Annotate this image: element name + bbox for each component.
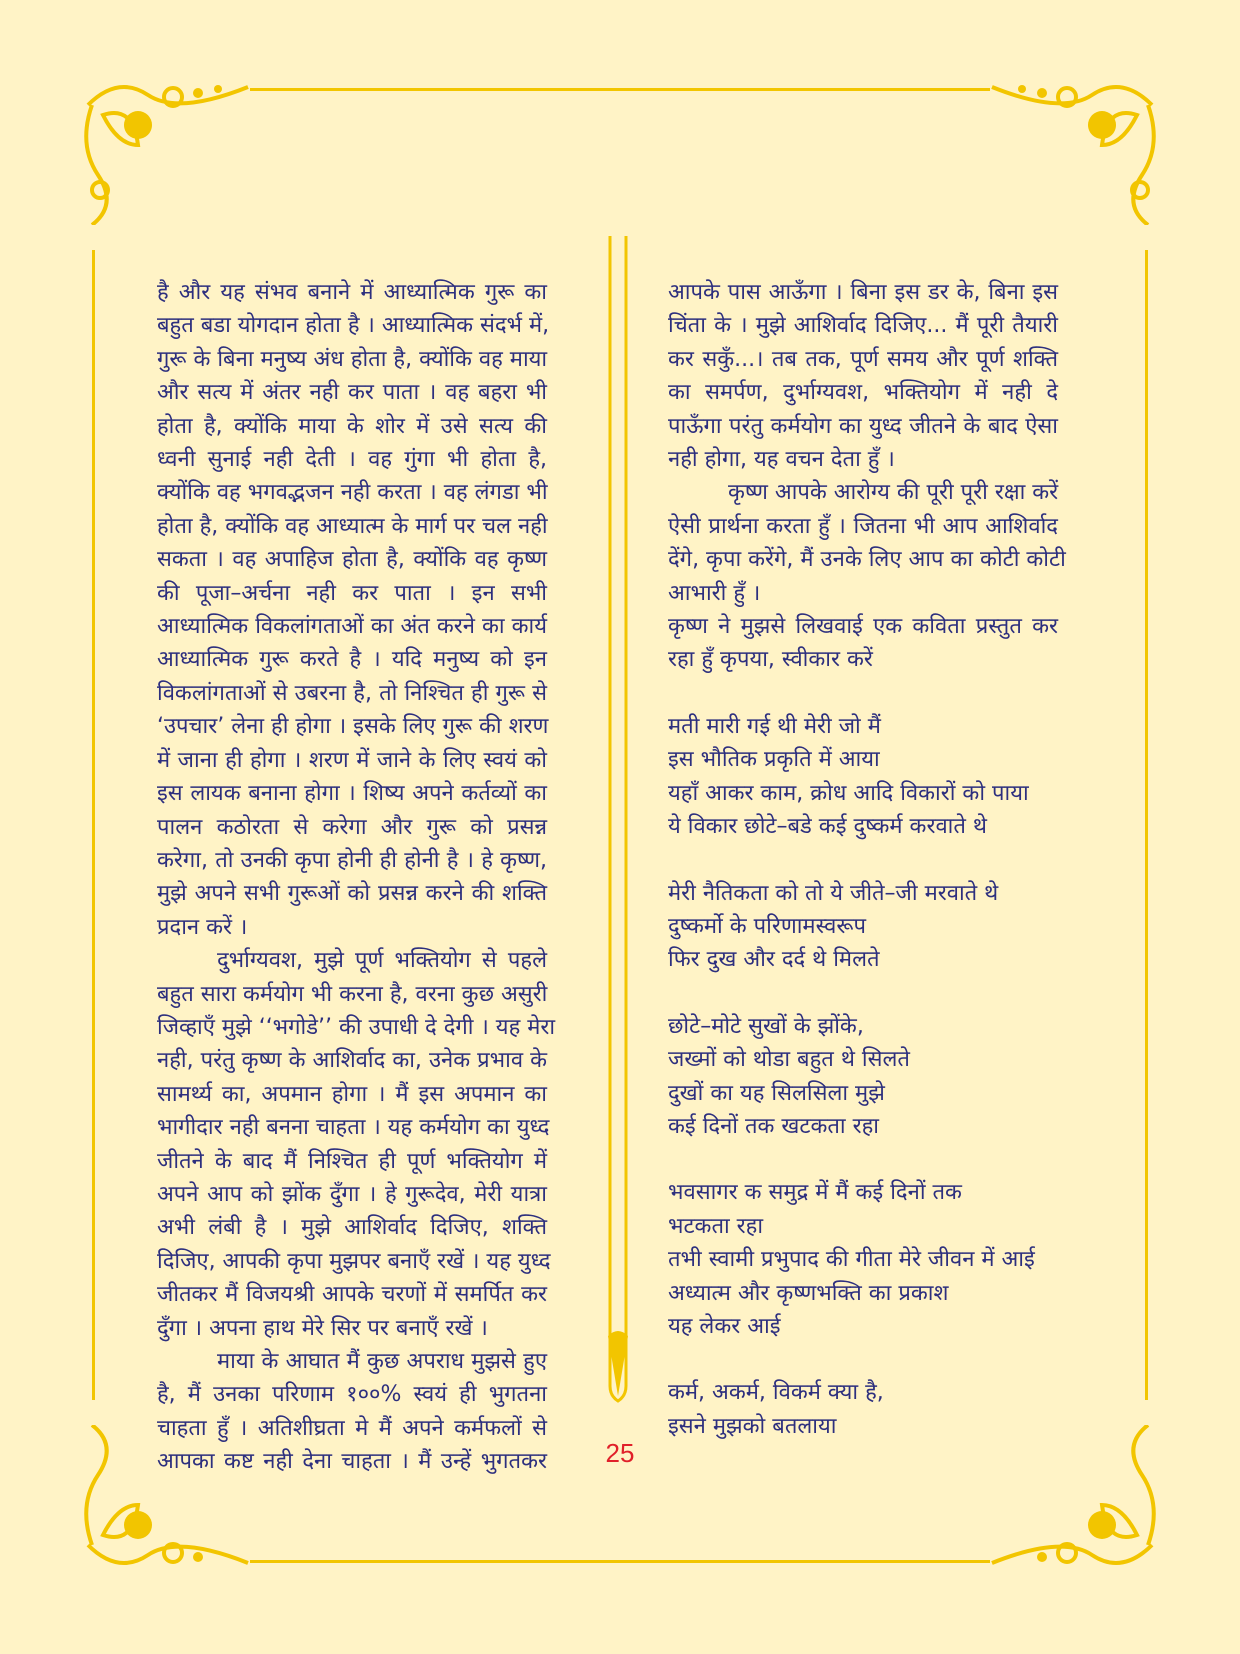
text-line: ऐसी प्रार्थना करता हुँ । जितना भी आप आशिर्वाद <box>668 513 1058 539</box>
text-line: होता है, क्योंकि माया के शोर में उसे सत्य की <box>157 413 547 439</box>
text-line: है, मैं उनका परिणाम १००% स्वयं ही भुगतना <box>157 1382 547 1408</box>
text-line: भागीदार नही बनना चाहता । यह कर्मयोग का युध्द <box>157 1115 550 1141</box>
text-line: दिजिए, आपकी कृपा मुझपर बनाएँ रखें । यह युध्द <box>157 1248 551 1274</box>
text-line: इस लायक बनाना होगा । शिष्य अपने कर्तव्यों का <box>157 781 547 807</box>
text-line: मुझे अपने सभी गुरूओं को प्रसन्न करने की शक्ति <box>157 881 547 907</box>
border-bottom <box>250 1560 990 1563</box>
border-top <box>250 88 990 91</box>
text-line: चाहता हुँ । अतिशीघ्रता मे मैं अपने कर्मफलों से <box>157 1415 547 1441</box>
text-line: तभी स्वामी प्रभुपाद की गीता मेरे जीवन में आई <box>668 1247 1035 1273</box>
text-line: आभारी हुँ । <box>668 580 761 606</box>
text-line: नही होगा, यह वचन देता हुँ । <box>668 447 895 473</box>
text-line: ये विकार छोटे–बडे कई दुष्कर्म करवाते थे <box>668 814 987 840</box>
poem-stanza <box>668 877 1058 977</box>
text-line: कृष्ण ने मुझसे लिखवाई एक कविता प्रस्तुत कर <box>668 614 1058 640</box>
text-line: यहाँ आकर काम, क्रोध आदि विकारों को पाया <box>668 780 1029 806</box>
text-line: है और यह संभव बनाने में आध्यात्मिक गुरू का <box>157 280 547 305</box>
poem-stanza <box>668 710 1058 844</box>
text-line: कई दिनों तक खटकता रहा <box>668 1113 879 1139</box>
text-line: इसने मुझको बतलाया <box>668 1413 837 1439</box>
paragraph <box>157 276 550 944</box>
text-line: बहुत सारा कर्मयोग भी करना है, वरना कुछ असुरी <box>157 981 548 1007</box>
ornament-top-left-icon <box>78 75 258 225</box>
text-line: ध्वनी सुनाई नही देती । वह गुंगा भी होता है, <box>157 447 547 473</box>
text-line: दुँगा । अपना हाथ मेरे सिर पर बनाएँ रखें । <box>157 1315 488 1341</box>
paragraph <box>668 476 1066 610</box>
text-line: आपका कष्ट नही देना चाहता । मैं उन्हें भुगतकर <box>157 1449 547 1475</box>
column-divider <box>606 236 630 1406</box>
text-line: चिंता के । मुझे आशिर्वाद दिजिए... मैं पूरी तैयारी <box>668 313 1058 339</box>
text-line: दुखों का यह सिलसिला मुझे <box>668 1080 885 1106</box>
text-line: दुष्कर्मो के परिणामस्वरूप <box>668 913 866 939</box>
text-line: कर्म, अकर्म, विकर्म क्या है, <box>668 1380 884 1406</box>
page-number: 25 <box>605 1438 635 1468</box>
text-line: इस भौतिक प्रकृति में आया <box>668 747 880 773</box>
ornament-top-right-icon <box>982 75 1162 225</box>
text-line: मेरी नैतिकता को तो ये जीते–जी मरवाते थे <box>668 880 999 906</box>
text-line: पालन कठोरता से करेगा और गुरू को प्रसन्न <box>157 814 547 840</box>
text-line: नही, परंतु कृष्ण के आशिर्वाद का, उनेक प्रभाव के <box>157 1048 547 1074</box>
text-line: पाऊँगा परंतु कर्मयोग का युध्द जीतने के बाद ऐसा <box>668 413 1058 439</box>
text-line: सकता । वह अपाहिज होता है, क्योंकि वह कृष्ण <box>157 547 547 573</box>
text-line: यह लेकर आई <box>668 1313 781 1339</box>
poem-stanza <box>668 1010 1058 1144</box>
text-line: छोटे–मोटे सुखों के झोंके, <box>668 1013 864 1039</box>
text-line: क्योंकि वह भगवद्भजन नही करता । वह लंगडा भी <box>157 480 548 506</box>
poem-stanza <box>668 1376 1058 1443</box>
border-right <box>1145 250 1148 1400</box>
text-line: कर सकुँ...। तब तक, पूर्ण समय और पूर्ण शक्ति <box>668 346 1058 372</box>
text-line: फिर दुख और दर्द थे मिलते <box>668 947 880 973</box>
text-line: रहा हुँ कृपया, स्वीकार करें <box>668 647 873 673</box>
paragraph <box>668 276 1058 476</box>
border-left <box>92 250 95 1400</box>
text-line: की पूजा–अर्चना नही कर पाता । इन सभी <box>157 580 547 606</box>
text-line: जीतने के बाद मैं निश्चित ही पूर्ण भक्तियोग में <box>157 1148 547 1174</box>
text-line: में जाना ही होगा । शरण में जाने के लिए स्वयं को <box>157 747 547 773</box>
text-line: भटकता रहा <box>668 1213 764 1239</box>
text-line: जिव्हाएँ मुझे ‘‘भगोडे’’ की उपाधी दे देगी । यह मेरा <box>157 1014 556 1040</box>
text-line: का समर्पण, दुर्भाग्यवश, भक्तियोग में नही दे <box>668 380 1058 406</box>
paragraph <box>668 610 1058 677</box>
text-line: ‘उपचार’ लेना ही होगा । इसके लिए गुरू की शरण <box>157 714 549 740</box>
poem-stanza <box>668 1176 1058 1343</box>
spacer <box>668 677 1058 710</box>
text-line: बहुत बडा योगदान होता है । आध्यात्मिक संदर्भ में, <box>157 313 550 339</box>
text-line: और सत्य में अंतर नही कर पाता । वह बहरा भी <box>157 380 547 406</box>
text-line: आपके पास आऊँगा । बिना इस डर के, बिना इस <box>668 280 1058 305</box>
text-line: गुरू के बिना मनुष्य अंध होता है, क्योंकि वह माया <box>157 346 548 372</box>
paragraph <box>157 944 556 1345</box>
text-line: जीतकर मैं विजयश्री आपके चरणों में समर्पित कर <box>157 1282 547 1308</box>
text-line: सामर्थ्य का, अपमान होगा । मैं इस अपमान का <box>157 1081 547 1107</box>
text-line: अध्यात्म और कृष्णभक्ति का प्रकाश <box>668 1280 949 1306</box>
text-line: अपने आप को झोंक दुँगा । हे गुरूदेव, मेरी यात्रा <box>157 1181 547 1207</box>
text-line: भवसागर क समुद्र में मैं कई दिनों तक <box>668 1180 962 1206</box>
text-line: माया के आघात मैं कुछ अपराध मुझसे हुए <box>217 1349 547 1374</box>
text-line: आध्यात्मिक गुरू करते है । यदि मनुष्य को इन <box>157 647 547 673</box>
text-line: विकलांगताओं से उबरना है, तो निश्चित ही गुरू से <box>157 680 547 706</box>
right-column <box>668 276 1066 1476</box>
text-line: आध्यात्मिक विकलांगताओं का अंत करने का कार्य <box>157 614 547 640</box>
text-line: होता है, क्योंकि वह आध्यात्म के मार्ग पर चल नही <box>157 513 548 539</box>
text-line: जख्मों को थोडा बहुत थे सिलते <box>668 1047 910 1073</box>
left-column <box>157 276 556 1479</box>
text-line: करेगा, तो उनकी कृपा होनी ही होनी है । हे कृष्ण, <box>157 847 547 873</box>
text-line: दुर्भाग्यवश, मुझे पूर्ण भक्तियोग से पहले <box>217 948 547 974</box>
text-line: मती मारी गई थी मेरी जो मैं <box>668 713 881 739</box>
text-line: प्रदान करें । <box>157 914 248 940</box>
text-line: कृष्ण आपके आरोग्य की पूरी पूरी रक्षा करें <box>728 480 1059 506</box>
text-line: देंगे, कृपा करेंगे, मैं उनके लिए आप का कोटी कोटी <box>668 547 1066 573</box>
text-line: अभी लंबी है । मुझे आशिर्वाद दिजिए, शक्ति <box>157 1215 547 1241</box>
